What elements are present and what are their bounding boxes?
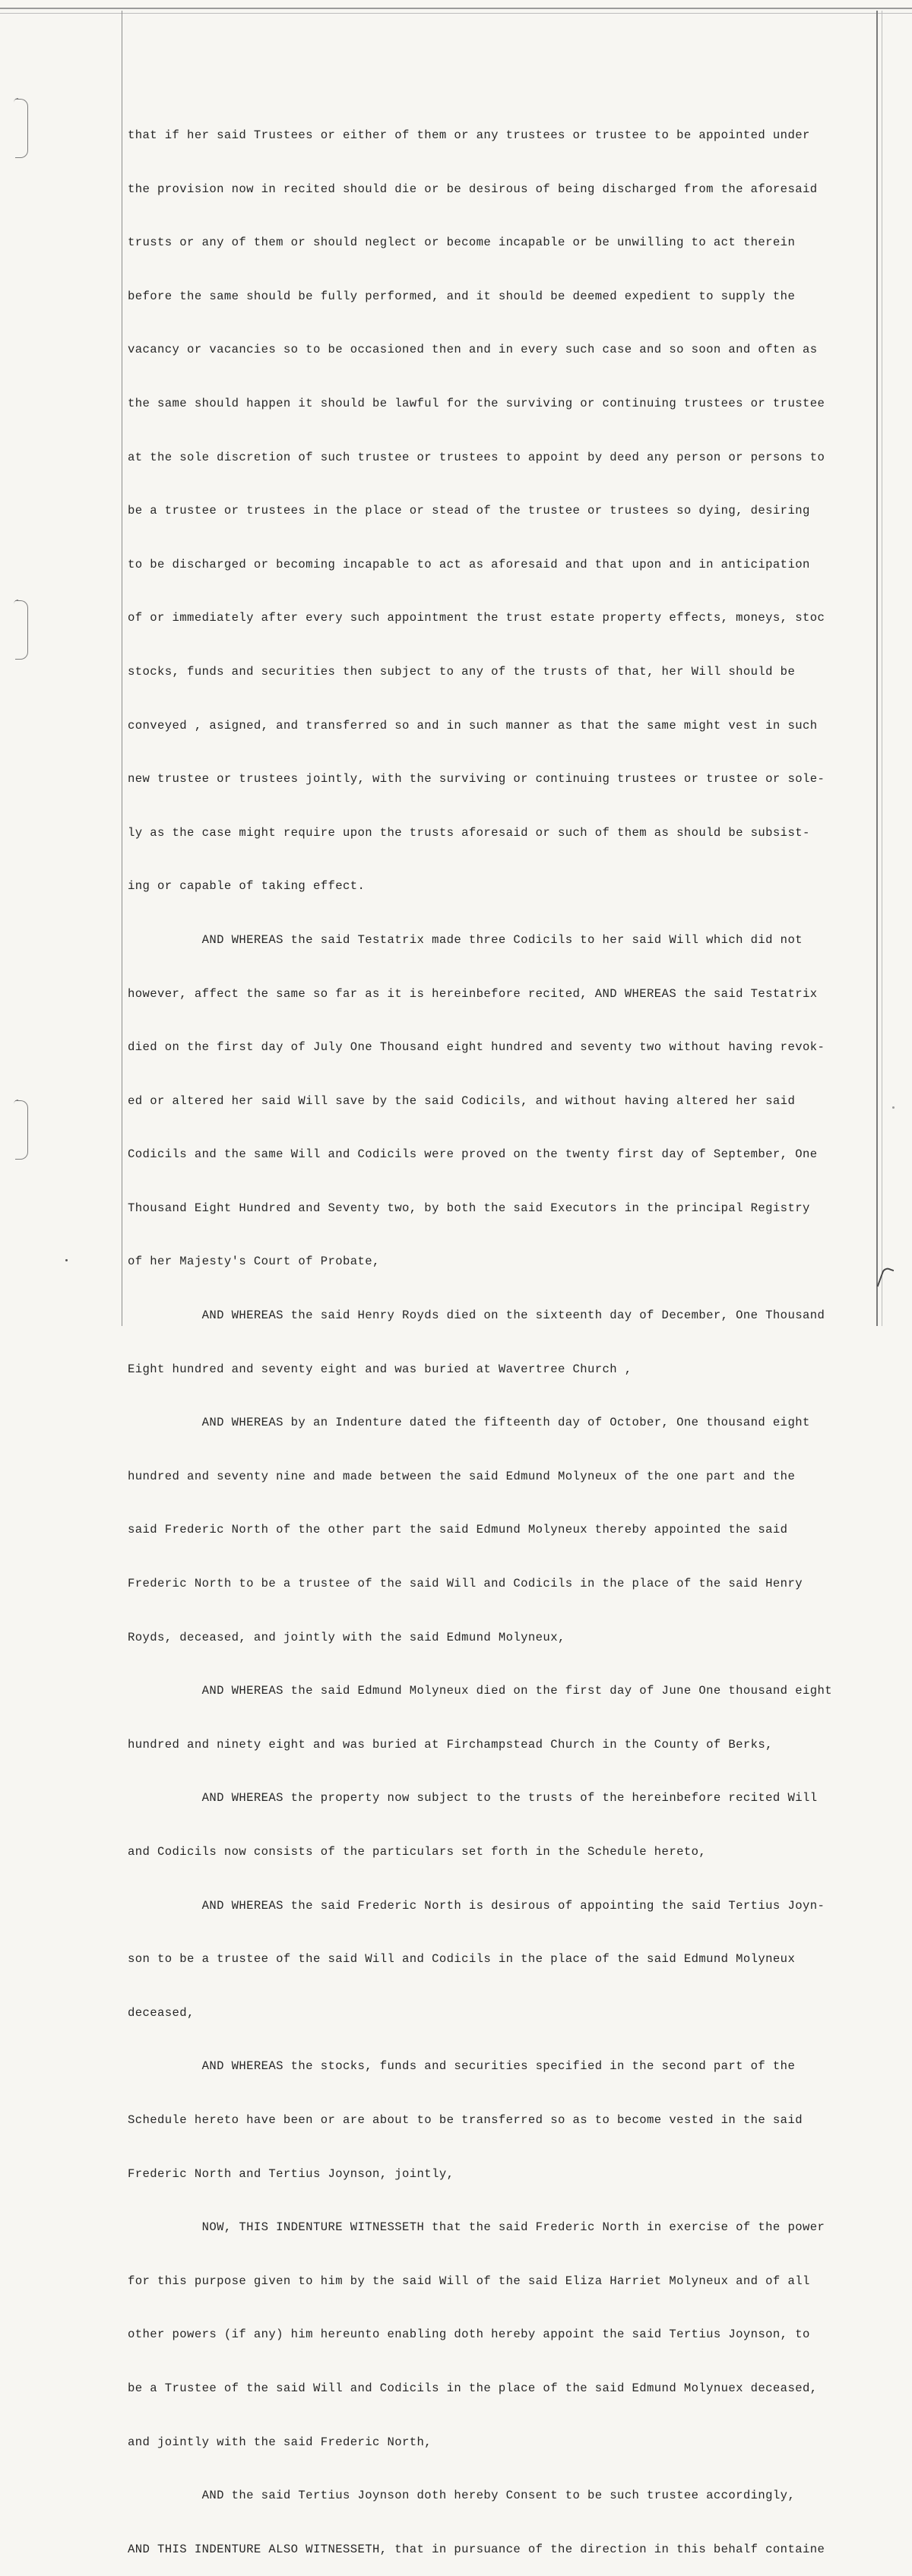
- document-line: be a Trustee of the said Will and Codicils in the place of the said Edmund Molynuex deceased,: [128, 2381, 818, 2395]
- document-line: hundred and ninety eight and was buried at Firchampstead Church in the County of Berks,: [128, 1737, 773, 1752]
- document-line: deceased,: [128, 2005, 195, 2020]
- document-line: AND WHEREAS the property now subject to the trusts of the hereinbefore recited Will: [128, 1791, 818, 1805]
- document-line: AND THIS INDENTURE ALSO WITNESSETH, that in pursuance of the direction in this behalf containe: [128, 2542, 825, 2556]
- document-line: trusts or any of them or should neglect or become incapable or be unwilling to act therein: [128, 236, 796, 250]
- document-line: be a trustee or trustees in the place or stead of the trustee or trustees so dying, desiring: [128, 504, 810, 518]
- document-line: the provision now in recited should die or be desirous of being discharged from the aforesaid: [128, 182, 818, 196]
- document-line: Royds, deceased, and jointly with the said Edmund Molyneux,: [128, 1630, 565, 1644]
- document-line: however, affect the same so far as it is hereinbefore recited, AND WHEREAS the said Testatrix: [128, 986, 818, 1001]
- document-line: AND WHEREAS the said Frederic North is desirous of appointing the said Tertius Joyn-: [128, 1898, 825, 1913]
- document-line: son to be a trustee of the said Will and Codicils in the place of the said Edmund Molyneux: [128, 1952, 796, 1967]
- binder-hole-middle: [15, 600, 28, 660]
- document-line: conveyed , asigned, and transferred so and in such manner as that the same might vest in such: [128, 718, 818, 733]
- document-line: AND WHEREAS the said Testatrix made three Codicils to her said Will which did not: [128, 932, 803, 947]
- document-line: died on the first day of July One Thousand eight hundred and seventy two without having revok-: [128, 1040, 825, 1055]
- document-line: AND WHEREAS the stocks, funds and securities specified in the second part of the: [128, 2059, 796, 2074]
- document-line: AND WHEREAS the said Henry Royds died on the sixteenth day of December, One Thousand: [128, 1309, 825, 1323]
- document-line: ly as the case might require upon the trusts aforesaid or such of them as should be subsist-: [128, 825, 810, 840]
- typed-document-body: [128, 95, 880, 2576]
- document-line: new trustee or trustees jointly, with the surviving or continuing trustees or trustee or sole-: [128, 772, 825, 786]
- binder-hole-bottom: [15, 1100, 28, 1160]
- document-line: AND WHEREAS the said Edmund Molyneux died on the first day of June One thousand eight: [128, 1684, 832, 1698]
- document-line: for this purpose given to him by the said Will of the said Eliza Harriet Molyneux and of all: [128, 2274, 810, 2288]
- document-line: of her Majesty's Court of Probate,: [128, 1255, 380, 1269]
- document-line: Codicils and the same Will and Codicils were proved on the twenty first day of September, One: [128, 1147, 818, 1162]
- document-line: stocks, funds and securities then subject to any of the trusts of that, her Will should be: [128, 664, 796, 679]
- document-line: ed or altered her said Will save by the said Codicils, and without having altered her said: [128, 1093, 796, 1108]
- document-line: AND the said Tertius Joynson doth hereby Consent to be such trustee accordingly,: [128, 2489, 796, 2503]
- document-line: Frederic North and Tertius Joynson, jointly,: [128, 2166, 454, 2181]
- document-line: other powers (if any) him hereunto enabling doth hereby appoint the said Tertius Joynson, to: [128, 2328, 810, 2342]
- document-line: Frederic North to be a trustee of the said Will and Codicils in the place of the said Henry: [128, 1577, 803, 1591]
- document-line: Thousand Eight Hundred and Seventy two, by both the said Executors in the principal Registry: [128, 1201, 810, 1215]
- document-line: at the sole discretion of such trustee or trustees to appoint by deed any person or persons to: [128, 450, 825, 464]
- document-line: and jointly with the said Frederic North,: [128, 2435, 432, 2449]
- ink-speck: [892, 1106, 895, 1109]
- ink-speck: [65, 1259, 68, 1261]
- document-line: that if her said Trustees or either of them or any trustees or trustee to be appointed under: [128, 128, 810, 142]
- document-line: Eight hundred and seventy eight and was buried at Wavertree Church ,: [128, 1362, 632, 1376]
- top-rule: [0, 8, 912, 14]
- document-line: AND WHEREAS by an Indenture dated the fifteenth day of October, One thousand eight: [128, 1416, 810, 1430]
- binder-hole-top: [15, 99, 28, 158]
- document-line: before the same should be fully performed, and it should be deemed expedient to supply the: [128, 289, 796, 303]
- document-line: Schedule hereto have been or are about to be transferred so as to become vested in the said: [128, 2112, 803, 2127]
- document-line: vacancy or vacancies so to be occasioned then and in every such case and so soon and often as: [128, 343, 818, 357]
- document-line: to be discharged or becoming incapable to act as aforesaid and that upon and in anticipation: [128, 557, 810, 571]
- document-line: and Codicils now consists of the particulars set forth in the Schedule hereto,: [128, 1845, 707, 1859]
- document-line: of or immediately after every such appointment the trust estate property effects, moneys, stoc: [128, 611, 825, 625]
- document-line: NOW, THIS INDENTURE WITNESSETH that the said Frederic North in exercise of the power: [128, 2220, 825, 2235]
- document-line: hundred and seventy nine and made between the said Edmund Molyneux of the one part and the: [128, 1469, 796, 1483]
- document-line: the same should happen it should be lawful for the surviving or continuing trustees or trustee: [128, 396, 825, 410]
- document-line: said Frederic North of the other part the said Edmund Molyneux thereby appointed the said: [128, 1523, 788, 1537]
- document-line: ing or capable of taking effect.: [128, 879, 366, 894]
